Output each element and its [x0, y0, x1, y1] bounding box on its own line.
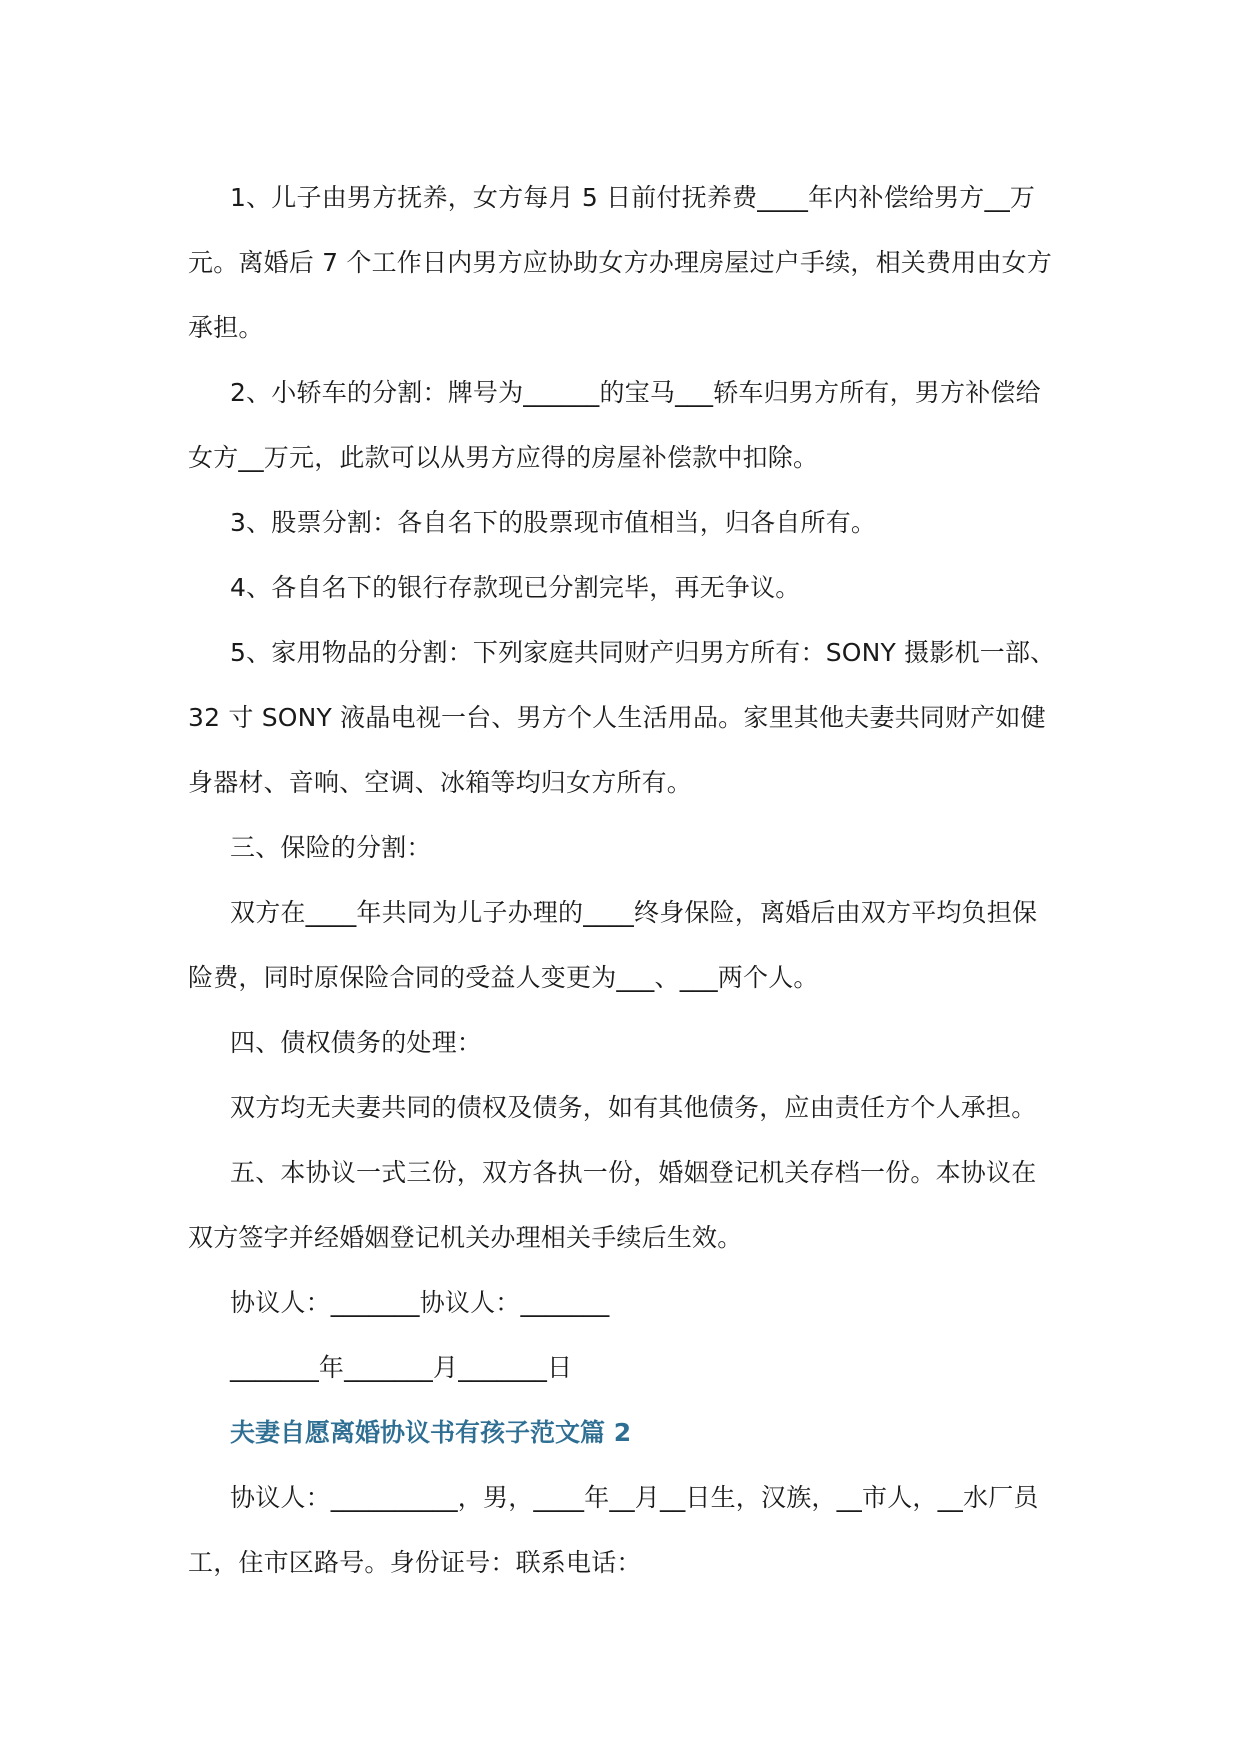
paragraph-stock-division: 3、股票分割：各自名下的股票现市值相当，归各自所有。 [230, 508, 877, 537]
paragraph-bank-deposits: 4、各自名下的银行存款现已分割完毕，再无争议。 [230, 573, 801, 602]
paragraph-party-info: 协议人：__________，男，____年__月__日生，汉族，__市人，__水厂员工，住市区路号。身份证号：联系电话： [188, 1483, 1039, 1577]
date-line: _______年_______月_______日 [230, 1353, 573, 1382]
paragraph-copies: 五、本协议一式三份，双方各执一份，婚姻登记机关存档一份。本协议在双方签字并经婚姻登记机关办理相关手续后生效。 [188, 1158, 1037, 1252]
paragraph-insurance: 双方在____年共同为儿子办理的____终身保险，离婚后由双方平均负担保险费，同时原保险合同的受益人变更为___、___两个人。 [188, 898, 1038, 992]
paragraph-child-custody: 1、儿子由男方抚养，女方每月 5 日前付抚养费____年内补偿给男方__万元。离婚后 7 个工作日内男方应协助女方办理房屋过户手续，相关费用由女方承担。 [188, 183, 1053, 342]
paragraph-debts: 双方均无夫妻共同的债权及债务，如有其他债务，应由责任方个人承担。 [230, 1093, 1037, 1122]
document-body [188, 165, 1058, 1595]
paragraph-car-division: 2、小轿车的分割：牌号为______的宝马___轿车归男方所有，男方补偿给女方__万元，此款可以从男方应得的房屋补偿款中扣除。 [188, 378, 1041, 472]
paragraph-household-items: 5、家用物品的分割：下列家庭共同财产归男方所有：SONY 摄影机一部、32 寸 SONY 液晶电视一台、男方个人生活用品。家里其他夫妻共同财产如健身器材、音响、空调、冰箱等均归女方所有。 [188, 638, 1056, 797]
section-debts-title: 四、债权债务的处理： [230, 1028, 483, 1057]
signature-line: 协议人：_______协议人：_______ [230, 1288, 610, 1317]
section-insurance-title: 三、保险的分割： [230, 833, 432, 862]
section-heading: 夫妻自愿离婚协议书有孩子范文篇 2 [230, 1418, 632, 1447]
